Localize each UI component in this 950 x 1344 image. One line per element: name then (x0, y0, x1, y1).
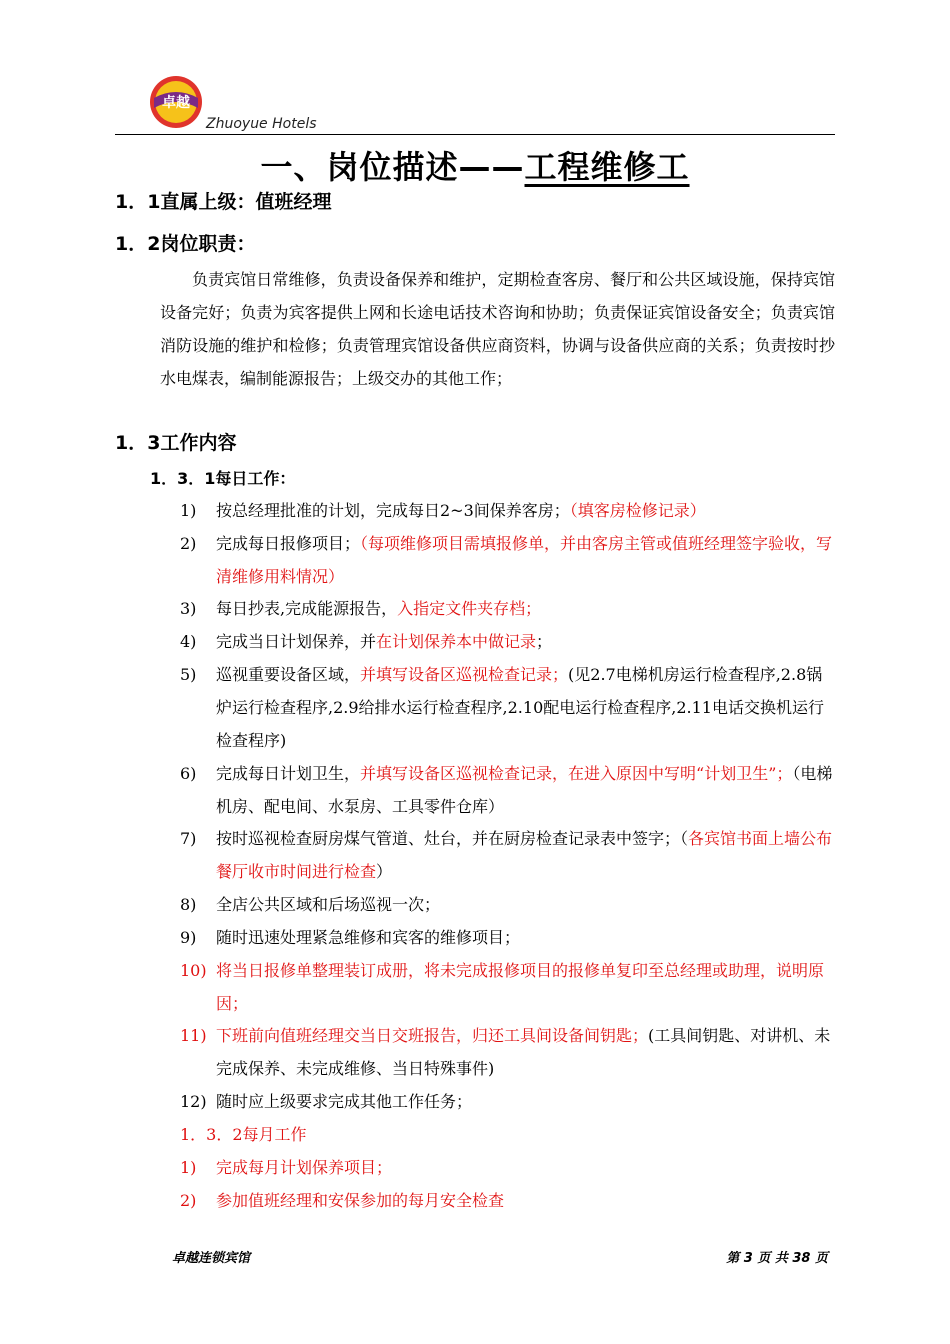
daily-item-11: 11) 下班前向值班经理交当日交班报告，归还工具间设备间钥匙；(工具间钥匙、对讲机、未完成保养、未完成维修、当日特殊事件) (180, 1019, 835, 1085)
section-1-1: 1．1直属上级：值班经理 (115, 191, 332, 213)
daily-item-10: 10) 将当日报修单整理装订成册，将未完成报修项目的报修单复印至总经理或助理，说明原因； (180, 954, 835, 1020)
footer-company: 卓越连锁宾馆 (172, 1251, 251, 1266)
monthly-item-1: 1) 完成每月计划保养项目； (180, 1151, 835, 1184)
item-number: 11) (180, 1026, 207, 1045)
duties-paragraph: 负责宾馆日常维修，负责设备保养和维护，定期检查客房、餐厅和公共区域设施，保持宾馆设备完好；负责为宾客提供上网和长途电话技术咨询和协助；负责保证宾馆设备安全；负责宾馆消防设施的维护和检修；负责管理宾馆设备供应商资料，协调与设备供应商的关系；负责按时抄水电煤表，编制能源报告；上级交办的其他工作； (160, 270, 835, 388)
item-number: 8) (180, 895, 197, 914)
daily-item-9: 9) 随时迅速处理紧急维修和宾客的维修项目； (180, 921, 835, 954)
item-number: 1) (180, 1158, 197, 1177)
section-1-3-1: 1．3．1每日工作： (150, 469, 296, 488)
daily-item-6: 6) 完成每日计划卫生，并填写设备区巡视检查记录，在进入原因中写明“计划卫生”；（电梯机房、配电间、水泵房、工具零件仓库） (180, 757, 835, 823)
daily-item-8: 8) 全店公共区域和后场巡视一次； (180, 888, 835, 921)
daily-item-5: 5) 巡视重要设备区域，并填写设备区巡视检查记录；(见2.7电梯机房运行检查程序,2.8锅炉运行检查程序,2.9给排水运行检查程序,2.10配电运行检查程序,2.11电话交换机运行检查程序) (180, 658, 835, 757)
footer-page-number: 第 3 页 共 38 页 (726, 1251, 828, 1266)
item-number: 5) (180, 665, 197, 684)
section-1-3-2: 1．3．2每月工作 (180, 1125, 307, 1144)
daily-item-1: 1) 按总经理批准的计划，完成每日2~3间保养客房；（填客房检修记录） (180, 494, 835, 527)
logo-text: 卓越 (162, 95, 190, 111)
item-number: 10) (180, 961, 207, 980)
item-number: 1) (180, 501, 197, 520)
hotel-logo (148, 74, 204, 130)
item-number: 4) (180, 632, 197, 651)
item-number: 9) (180, 928, 197, 947)
daily-item-2: 2) 完成每日报修项目；（每项维修项目需填报修单，并由客房主管或值班经理签字验收，写清维修用料情况） (180, 527, 835, 593)
title-role: 工程维修工 (524, 148, 690, 186)
item-number: 2) (180, 1191, 197, 1210)
daily-item-3: 3) 每日抄表,完成能源报告，入指定文件夹存档； (180, 592, 835, 625)
daily-item-12: 12) 随时应上级要求完成其他工作任务； (180, 1085, 835, 1118)
header-rule (115, 134, 835, 135)
brand-name: Zhuoyue Hotels (206, 116, 317, 132)
item-number: 3) (180, 599, 197, 618)
monthly-item-2: 2) 参加值班经理和安保参加的每月安全检查 (180, 1184, 835, 1217)
item-number: 7) (180, 829, 197, 848)
section-1-2: 1．2岗位职责： (115, 233, 256, 255)
daily-item-7: 7) 按时巡视检查厨房煤气管道、灶台，并在厨房检查记录表中签字；（各宾馆书面上墙公布餐厅收市时间进行检查） (180, 822, 835, 888)
item-number: 2) (180, 534, 197, 553)
title-prefix: 一、岗位描述—— (260, 148, 525, 186)
daily-item-4: 4) 完成当日计划保养，并在计划保养本中做记录； (180, 625, 835, 658)
item-number: 6) (180, 764, 197, 783)
section-1-3: 1．3工作内容 (115, 432, 237, 454)
item-number: 12) (180, 1092, 207, 1111)
page-title (0, 142, 950, 188)
